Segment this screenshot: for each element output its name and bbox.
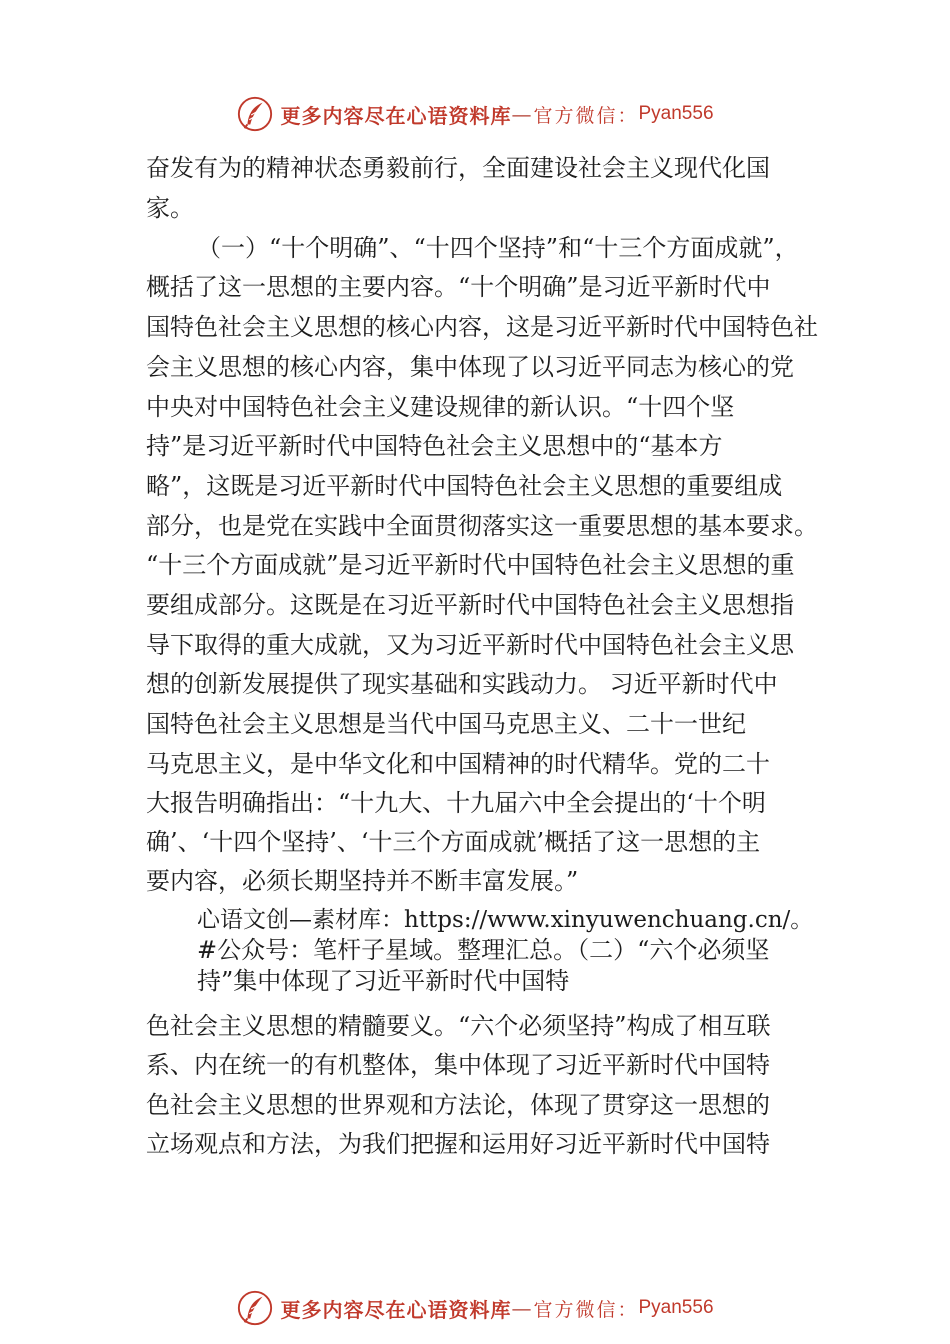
banner-wechat-label: 官方微信：	[533, 1298, 639, 1321]
body-line: 要组成部分。这既是在习近平新时代中国特色社会主义思想指	[146, 591, 794, 619]
body-line: （一）“十个明确”、“十四个坚持”和“十三个方面成就”，	[197, 234, 799, 262]
banner-wechat-label: 官方微信：	[533, 104, 639, 127]
body-line: 国特色社会主义思想是当代中国马克思主义、二十一世纪	[146, 710, 746, 738]
body-line: 色社会主义思想的精髓要义。“六个必须坚持”构成了相互联	[146, 1012, 771, 1040]
body-line: 概括了这一思想的主要内容。“十个明确”是习近平新时代中	[146, 273, 771, 301]
body-line: 色社会主义思想的世界观和方法论，体现了贯穿这一思想的	[146, 1091, 770, 1119]
body-line: “十三个方面成就”是习近平新时代中国特色社会主义思想的重	[146, 551, 795, 579]
body-line: #公众号：笔杆子星域。整理汇总。（二）“六个必须坚	[197, 936, 770, 964]
body-line: 持”是习近平新时代中国特色社会主义思想中的“基本方	[146, 432, 723, 460]
body-line: 奋发有为的精神状态勇毅前行，全面建设社会主义现代化国	[146, 154, 770, 182]
banner-dash: —	[511, 102, 534, 126]
banner-wechat-id: Pyan556	[638, 1297, 714, 1318]
banner-dash: —	[511, 1296, 534, 1320]
body-line: 中央对中国特色社会主义建设规律的新认识。“十四个坚	[146, 393, 735, 421]
feather-pen-logo-icon	[236, 95, 274, 133]
body-line: 系、内在统一的有机整体，集中体现了习近平新时代中国特	[146, 1051, 770, 1079]
body-line: 略”，这既是习近平新时代中国特色社会主义思想的重要组成	[146, 472, 783, 500]
body-line: 部分，也是党在实践中全面贯彻落实这一重要思想的基本要求。	[146, 512, 818, 540]
banner-title: 更多内容尽在心语资料库	[280, 1297, 512, 1322]
footer-banner	[0, 1286, 950, 1330]
body-line: 会主义思想的核心内容，集中体现了以习近平同志为核心的党	[146, 353, 794, 381]
body-line: 立场观点和方法，为我们把握和运用好习近平新时代中国特	[146, 1130, 770, 1158]
header-banner	[0, 92, 950, 136]
body-line: 马克思主义，是中华文化和中国精神的时代精华。党的二十	[146, 750, 770, 778]
body-line: 家。	[146, 194, 194, 222]
body-line: 心语文创—素材库：https://www.xinyuwenchuang.cn/。	[197, 907, 814, 933]
banner-wechat-id: Pyan556	[638, 103, 714, 124]
body-line: 想的创新发展提供了现实基础和实践动力。 习近平新时代中	[146, 670, 778, 698]
body-line: 大报告明确指出：“十九大、十九届六中全会提出的‘十个明	[146, 789, 766, 817]
body-line: 要内容，必须长期坚持并不断丰富发展。”	[146, 867, 579, 895]
feather-pen-logo-icon	[236, 1289, 274, 1327]
body-line: 持”集中体现了习近平新时代中国特	[197, 967, 570, 995]
body-line: 导下取得的重大成就，又为习近平新时代中国特色社会主义思	[146, 631, 794, 659]
body-line: 国特色社会主义思想的核心内容，这是习近平新时代中国特色社	[146, 313, 818, 341]
banner-title: 更多内容尽在心语资料库	[280, 103, 512, 128]
body-line: 确’、‘十四个坚持’、‘十三个方面成就’概括了这一思想的主	[146, 828, 761, 856]
